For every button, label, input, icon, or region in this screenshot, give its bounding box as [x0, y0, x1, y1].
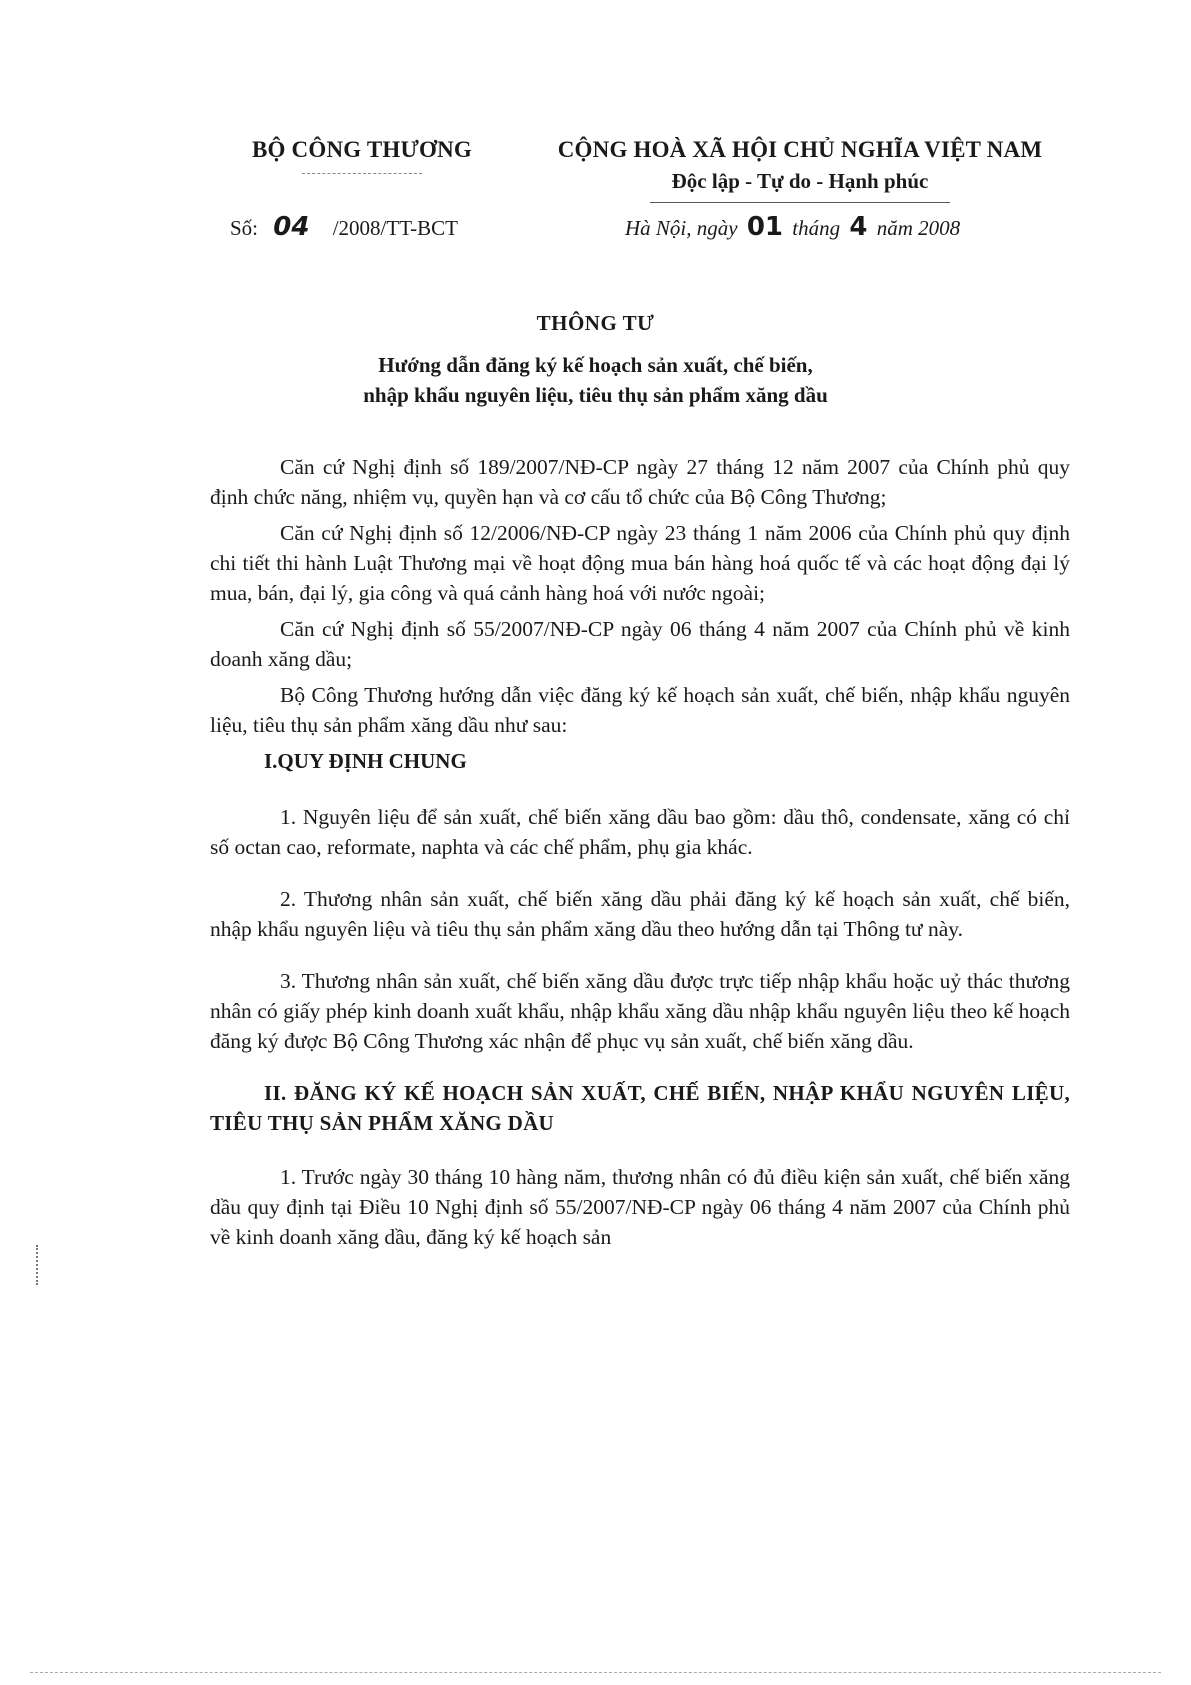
section-2-item-1: 1. Trước ngày 30 tháng 10 hàng năm, thương nhân có đủ điều kiện sản xuất, chế biến xăng dầu quy định tại Điều 10 Nghị định số 55/2007/NĐ-CP ngày 06 tháng 4 năm 2007 của Chính phủ về kinh doanh xăng dầu, đăng ký kế hoạch sản [210, 1165, 1070, 1249]
number-handwritten: 04 [273, 212, 310, 242]
date-prefix: Hà Nội, ngày [625, 216, 738, 240]
number-suffix: /2008/TT-BCT [332, 216, 458, 240]
document-body [210, 452, 1070, 1258]
scan-edge-marks [36, 1245, 40, 1285]
section-1-item-3: 3. Thương nhân sản xuất, chế biến xăng dầu được trực tiếp nhập khẩu hoặc uỷ thác thương nhân có giấy phép kinh doanh xuất khẩu, nhập khẩu xăng dầu nhập khẩu nguyên liệu theo kế hoạch đăng ký được Bộ Công Thương xác nhận để phục vụ sản xuất, chế biến xăng dầu. [210, 969, 1070, 1053]
document-number [230, 212, 458, 242]
number-prefix: Số: [230, 216, 259, 240]
document-title [0, 350, 1191, 410]
title-line-1: Hướng dẫn đăng ký kế hoạch sản xuất, chế biến, [378, 353, 813, 377]
national-heading-block [520, 137, 1080, 203]
preamble-paragraph-4: Bộ Công Thương hướng dẫn việc đăng ký kế hoạch sản xuất, chế biến, nhập khẩu nguyên liệu, tiêu thụ sản phẩm xăng dầu như sau: [210, 683, 1070, 737]
date-month-label: tháng [792, 216, 841, 240]
nation-name: CỘNG HOÀ XÃ HỘI CHỦ NGHĨA VIỆT NAM [557, 137, 1043, 162]
section-1-item-1: 1. Nguyên liệu để sản xuất, chế biến xăng dầu bao gồm: dầu thô, condensate, xăng có chỉ số octan cao, reformate, naphta và các chế phẩm, phụ gia khác. [210, 805, 1070, 859]
preamble-paragraph-1: Căn cứ Nghị định số 189/2007/NĐ-CP ngày 27 tháng 12 năm 2007 của Chính phủ quy định chức năng, nhiệm vụ, quyền hạn và cơ cấu tổ chức của Bộ Công Thương; [210, 455, 1070, 509]
ministry-underline [302, 173, 422, 174]
preamble-paragraph-2: Căn cứ Nghị định số 12/2006/NĐ-CP ngày 23 tháng 1 năm 2006 của Chính phủ quy định chi tiết thi hành Luật Thương mại về hoạt động mua bán hàng hoá quốc tế và các hoạt động đại lý mua, bán, đại lý, gia công và quá cảnh hàng hoá với nước ngoài; [210, 521, 1070, 605]
date-day-handwritten: 01 [746, 212, 784, 242]
date-year: năm 2008 [876, 216, 961, 240]
motto-underline [650, 202, 950, 203]
national-motto: Độc lập - Tự do - Hạnh phúc [671, 169, 929, 193]
title-line-2: nhập khẩu nguyên liệu, tiêu thụ sản phẩm xăng dầu [363, 383, 828, 407]
section-heading-1: I.QUY ĐỊNH CHUNG [264, 749, 467, 773]
scan-bottom-noise [30, 1672, 1161, 1673]
section-1-item-2: 2. Thương nhân sản xuất, chế biến xăng dầu phải đăng ký kế hoạch sản xuất, chế biến, nhập khẩu nguyên liệu và tiêu thụ sản phẩm xăng dầu theo hướng dẫn tại Thông tư này. [210, 887, 1070, 941]
preamble-paragraph-3: Căn cứ Nghị định số 55/2007/NĐ-CP ngày 06 tháng 4 năm 2007 của Chính phủ về kinh doanh xăng dầu; [210, 617, 1070, 671]
section-heading-2: II. ĐĂNG KÝ KẾ HOẠCH SẢN XUẤT, CHẾ BIẾN, NHẬP KHẨU NGUYÊN LIỆU, TIÊU THỤ SẢN PHẨM XĂNG DẦU [210, 1081, 1070, 1135]
document-type: THÔNG TƯ [536, 311, 655, 335]
issue-date [625, 212, 960, 242]
date-month-handwritten: 4 [849, 212, 868, 242]
issuing-authority-block [232, 137, 492, 174]
ministry-name: BỘ CÔNG THƯƠNG [251, 137, 473, 162]
